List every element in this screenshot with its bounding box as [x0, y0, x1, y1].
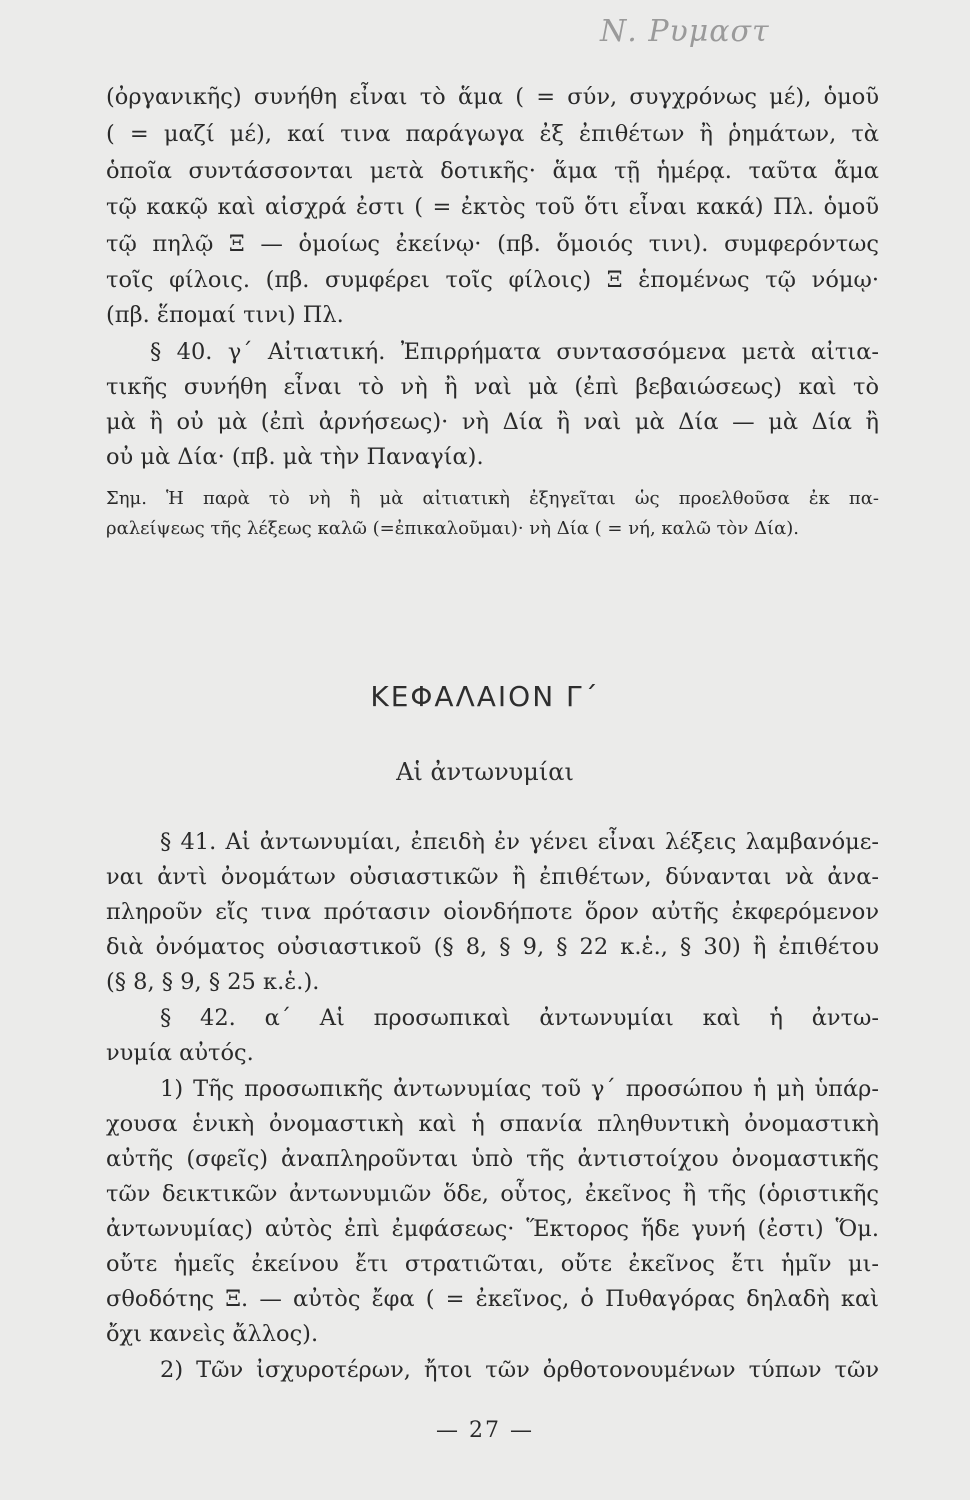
handwritten-signature: Ν. Ρυμαστ: [600, 14, 770, 49]
note-line: Σημ. Ἡ παρὰ τὸ νὴ ἢ μὰ αἰτιατικὴ ἐξηγεῖται ὡς προελθοῦσα ἐκ πα-: [106, 488, 879, 509]
page-number: — 27 —: [436, 1418, 534, 1443]
text-line: χουσα ἑνικὴ ὀνομαστικὴ καὶ ἡ σπανία πληθυντικὴ ὀνομαστικὴ: [106, 1111, 879, 1137]
chapter-title: ΚΕΦΑΛΑΙΟΝ Γ΄: [370, 680, 600, 713]
text-line: (πβ. ἕπομαί τινι) Πλ.: [106, 302, 344, 328]
text-line: τοῖς φίλοις. (πβ. συμφέρει τοῖς φίλοις) Ξ ἑπομένως τῷ νόμῳ·: [106, 267, 879, 293]
text-line: τῶν δεικτικῶν ἀντωνυμιῶν ὅδε, οὗτος, ἐκεῖνος ἢ τῆς (ὁριστικῆς: [106, 1181, 879, 1207]
text-line: τικῆς συνήθη εἶναι τὸ νὴ ἢ ναὶ μὰ (ἐπὶ βεβαιώσεως) καὶ τὸ: [106, 374, 879, 400]
section-41-heading-line: § 41. Αἱ ἀντωνυμίαι, ἐπειδὴ ἐν γένει εἶναι λέξεις λαμβανόμε-: [160, 829, 879, 855]
text-line: (ὀργανικῆς) συνήθη εἶναι τὸ ἅμα ( = σύν, συγχρόνως μέ), ὁμοῦ: [106, 84, 879, 110]
section-42-heading-line: § 42. α΄ Αἱ προσωπικαὶ ἀντωνυμίαι καὶ ἡ ἀντω-: [160, 1005, 879, 1031]
text-line: (§ 8, § 9, § 25 κ.ἑ.).: [106, 969, 320, 995]
text-line: 2) Τῶν ἰσχυροτέρων, ἤτοι τῶν ὀρθοτονουμένων τύπων τῶν: [160, 1357, 879, 1383]
text-line: ὁποῖα συντάσσονται μετὰ δοτικῆς· ἅμα τῇ ἡμέρᾳ. ταῦτα ἅμα: [106, 158, 879, 184]
text-line: διὰ ὀνόματος οὐσιαστικοῦ (§ 8, § 9, § 22 κ.ἑ., § 30) ἢ ἐπιθέτου: [106, 934, 879, 960]
chapter-subtitle: Αἱ ἀντωνυμίαι: [396, 758, 574, 786]
text-line: πληροῦν εἴς τινα πρότασιν οἱονδήποτε ὅρον αὐτῆς ἐκφερόμενον: [106, 899, 879, 925]
text-line: οὐ μὰ Δία· (πβ. μὰ τὴν Παναγία).: [106, 444, 484, 470]
note-line: ραλείψεως τῆς λέξεως καλῶ (=ἐπικαλοῦμαι)· νὴ Δία ( = νή, καλῶ τὸν Δία).: [106, 518, 800, 539]
text-line: τῷ κακῷ καὶ αἰσχρά ἐστι ( = ἐκτὸς τοῦ ὅτι εἶναι κακά) Πλ. ὁμοῦ: [106, 194, 879, 220]
text-line: τῷ πηλῷ Ξ — ὁμοίως ἐκείνῳ· (πβ. ὅμοιός τινι). συμφερόντως: [106, 231, 879, 257]
text-line: αὐτῆς (σφεῖς) ἀναπληροῦνται ὑπὸ τῆς ἀντιστοίχου ὀνομαστικῆς: [106, 1146, 879, 1172]
text-line: οὔτε ἡμεῖς ἐκείνου ἔτι στρατιῶται, οὔτε ἐκεῖνος ἔτι ἡμῖν μι-: [106, 1251, 879, 1277]
section-40-heading-line: § 40. γ΄ Αἰτιατική. Ἐπιρρήματα συντασσόμενα μετὰ αἰτια-: [150, 339, 879, 365]
text-line: νυμία αὐτός.: [106, 1040, 254, 1066]
text-line: 1) Τῆς προσωπικῆς ἀντωνυμίας τοῦ γ΄ προσώπου ἡ μὴ ὑπάρ-: [160, 1076, 879, 1102]
text-line: ( = μαζί μέ), καί τινα παράγωγα ἐξ ἐπιθέτων ἢ ῥημάτων, τὰ: [106, 121, 879, 147]
text-line: ὄχι κανεὶς ἄλλος).: [106, 1321, 319, 1347]
text-line: ἀντωνυμίας) αὐτὸς ἐπὶ ἐμφάσεως· Ἕκτορος ἥδε γυνή (ἐστι) Ὅμ.: [106, 1216, 879, 1242]
text-line: σθοδότης Ξ. — αὐτὸς ἔφα ( = ἐκεῖνος, ὁ Πυθαγόρας δηλαδὴ καὶ: [106, 1286, 879, 1312]
text-line: μὰ ἢ οὐ μὰ (ἐπὶ ἀρνήσεως)· νὴ Δία ἢ ναὶ μὰ Δία — μὰ Δία ἢ: [106, 409, 879, 435]
text-line: ναι ἀντὶ ὀνομάτων οὐσιαστικῶν ἢ ἐπιθέτων, δύνανται νὰ ἀνα-: [106, 864, 879, 890]
